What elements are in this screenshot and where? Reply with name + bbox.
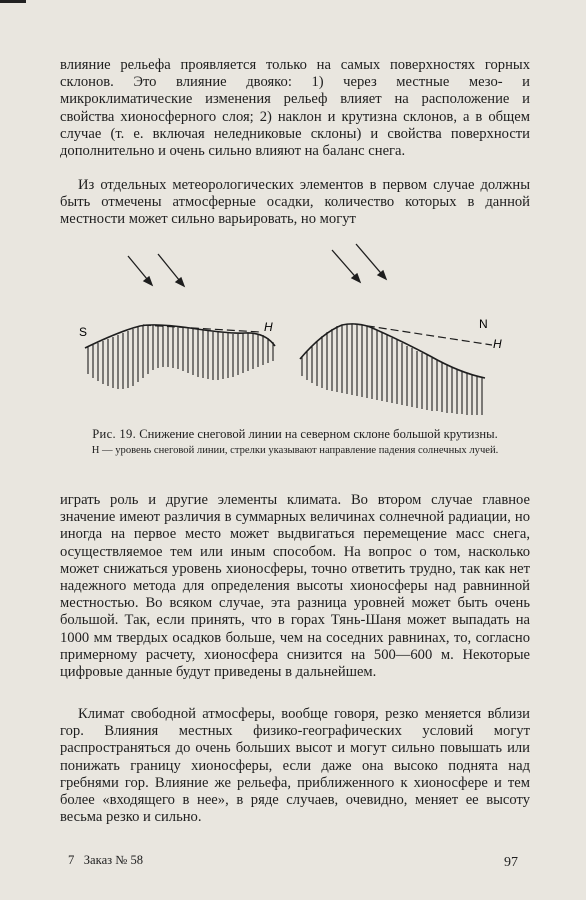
figure-caption: [62, 427, 528, 458]
paragraph-3: играть роль и другие элементы климата. Во втором случае главное значение имеют различия в суммарных величинах солнечной радиации, но иногда на первое место может выдвигаться перемещение масс снега, осуществляемое тем или иным способом. На вопрос о том, насколько может снижаться уровень хионосферы, точно ответить трудно, так как нет надежного метода для определения высоты хионосферы над равнинной местностью. Во всяком случае, эта разница уровней может быть очень большой. Так, если принять, что в горах Тянь-Шаня может выпадать на 1000 мм твердых осадков больше, чем на соседних равнинах, то, согласно примерному расчету, хионосфера снизится на 500—600 м. Некоторые цифровые данные будут приведены в дальнейшем.: [60, 492, 530, 681]
caption-main: [62, 427, 528, 442]
figure-19: [60, 228, 530, 428]
paragraph-2: Из отдельных метеорологических элементов в первом случае должны быть отмечены атмосферные осадки, количество которых в данной местности может сильно варьировать, но могут: [60, 177, 530, 228]
figure-19-diagram: [60, 228, 530, 428]
right-snow-line: [355, 324, 492, 345]
caption-title: Снижение снеговой линии на северном склоне большой крутизны.: [139, 427, 498, 441]
printer-signature: 7 Заказ № 58: [68, 853, 144, 867]
caption-note: H — уровень снеговой линии, стрелки указывают направление падения солнечных лучей.: [91, 445, 499, 456]
page-corner-mark: [0, 0, 26, 3]
left-label-h: H: [264, 320, 273, 334]
right-sun-arrows: [332, 244, 386, 282]
caption-number: Рис. 19.: [92, 427, 137, 441]
paragraph-4: Климат свободной атмосферы, вообще говоря, резко меняется вблизи гор. Влияния местных физико-географических условий могут распространяться до очень больших высот и могут сильно повышать или понижать границу хионосферы, если даже она высоко поднята над гребнями гор. Влияние же рельефа, приближенного к хионосфере и тем более «входящего в нее», в ряде случаев, очевидно, меняет ее высоту весьма резко и сильно.: [60, 706, 530, 826]
left-sun-arrows: [128, 254, 184, 286]
right-label-n: N: [479, 317, 488, 331]
left-snow-line: [143, 325, 260, 332]
left-label-s: S: [79, 325, 88, 339]
page-number: 97: [504, 855, 518, 870]
paragraph-1: влияние рельефа проявляется только на самых поверхностях горных склонов. Это влияние двояко: 1) через местные мезо- и микроклиматические изменения рельеф влияет на расположение и свойства хионосферного слоя; 2) наклон и крутизна склонов, а в общем случае (т. е. включая неледниковые склоны) и свойства поверхности дополнительно и очень сильно влияют на баланс снега.: [60, 57, 530, 160]
right-label-h: H: [493, 337, 502, 351]
